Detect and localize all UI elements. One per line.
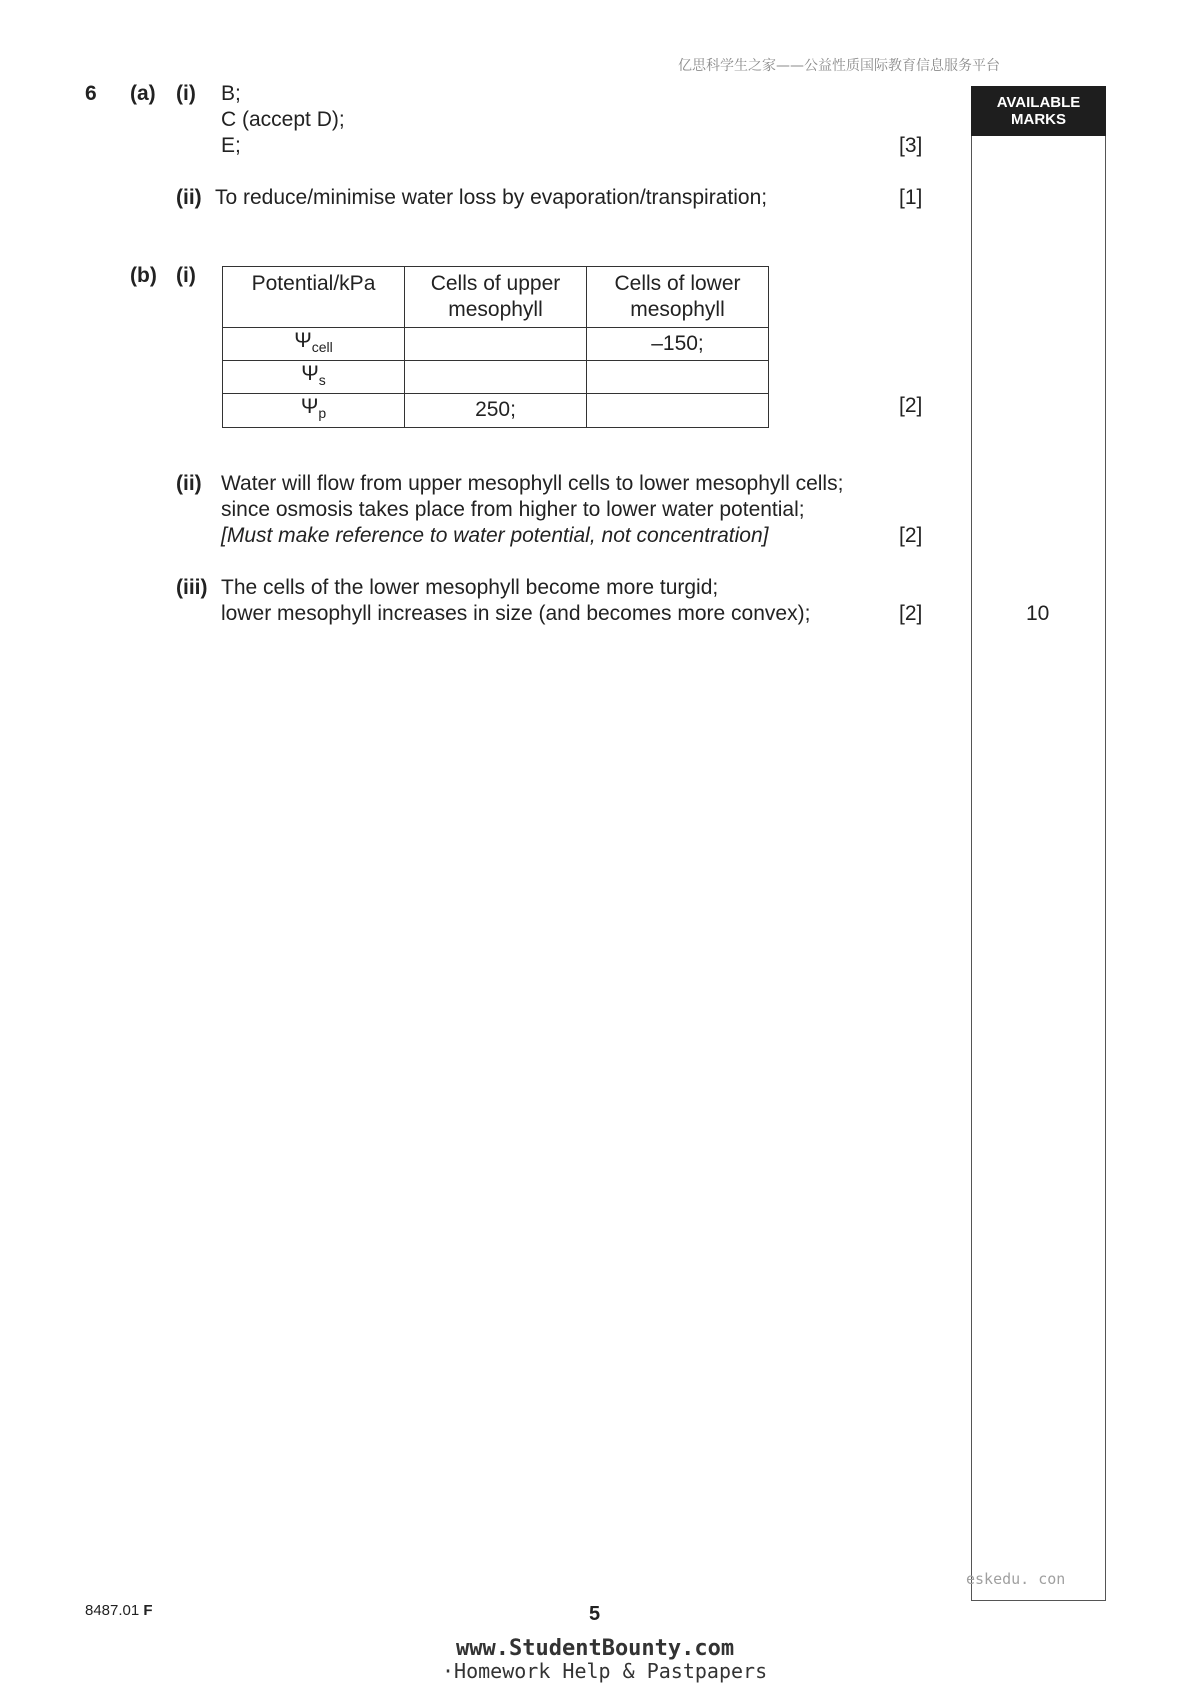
part-a-ii-label: (ii): [176, 186, 202, 209]
answer-line: lower mesophyll increases in size (and becomes more convex);: [221, 602, 811, 625]
psi-symbol: Ψ: [301, 362, 319, 386]
header-text: mesophyll: [630, 298, 725, 321]
header-note: 亿思科学生之家——公益性质国际教育信息服务平台: [678, 58, 1000, 74]
studentbounty-tagline: ·Homework Help & Pastpapers: [442, 1659, 768, 1683]
part-b-label: (b): [130, 264, 157, 287]
table-cell: [223, 394, 405, 427]
header-text: Cells of upper: [430, 272, 561, 295]
psi-symbol: Ψ: [300, 395, 319, 419]
table-header-cell: [223, 267, 405, 328]
header-text: Potential/kPa: [251, 272, 376, 295]
part-b-ii-label: (ii): [176, 472, 202, 495]
potential-table: [222, 266, 769, 428]
marks-column-header: [971, 86, 1106, 136]
paper-code-suffix: F: [143, 1602, 153, 1619]
marks-total: 10: [1026, 602, 1050, 625]
table-cell: [587, 394, 769, 427]
faint-watermark: eskedu. con: [966, 1570, 1066, 1588]
part-a-label: (a): [130, 82, 156, 105]
mark-allocation: [2]: [899, 602, 923, 625]
page-number: 5: [589, 1603, 601, 1625]
table-cell: [223, 328, 405, 361]
answer-line: since osmosis takes place from higher to lower water potential;: [221, 498, 805, 521]
answer-line: C (accept D);: [221, 108, 345, 131]
table-header-row: [223, 267, 769, 328]
table-header-cell: [405, 267, 587, 328]
mark-allocation: [1]: [899, 186, 923, 209]
question-number: 6: [85, 82, 97, 105]
table-row: [223, 328, 769, 361]
answer-line: B;: [221, 82, 241, 105]
table-cell: [405, 328, 587, 361]
paper-code: [85, 1602, 153, 1619]
table-header-cell: [587, 267, 769, 328]
answer-line: The cells of the lower mesophyll become more turgid;: [221, 576, 719, 599]
psi-subscript: s: [318, 372, 326, 389]
table-row: [223, 361, 769, 394]
table-cell: [587, 361, 769, 394]
part-b-i-label: (i): [176, 264, 196, 287]
marks-header-line1: AVAILABLE: [996, 94, 1081, 111]
marks-header-line2: MARKS: [1011, 111, 1066, 128]
answer-line: Water will flow from upper mesophyll cells to lower mesophyll cells;: [221, 472, 844, 495]
part-b-iii-label: (iii): [176, 576, 208, 599]
psi-subscript: p: [318, 405, 327, 422]
mark-allocation: [3]: [899, 134, 923, 157]
header-text: Cells of lower: [614, 272, 741, 295]
paper-code-number: 8487.01: [85, 1602, 140, 1619]
table-row: [223, 394, 769, 427]
marking-note: [Must make reference to water potential, not concentration]: [221, 524, 769, 547]
mark-allocation: [2]: [899, 394, 923, 417]
answer-line: E;: [221, 134, 241, 157]
psi-subscript: cell: [311, 339, 333, 356]
table-cell: [223, 361, 405, 394]
studentbounty-link[interactable]: www.StudentBounty.com: [456, 1636, 735, 1661]
table-cell: –150;: [587, 328, 769, 361]
header-text: mesophyll: [448, 298, 543, 321]
answer-line: To reduce/minimise water loss by evaporation/transpiration;: [215, 186, 768, 209]
part-a-i-label: (i): [176, 82, 196, 105]
table-cell: 250;: [405, 394, 587, 427]
mark-allocation: [2]: [899, 524, 923, 547]
psi-symbol: Ψ: [294, 329, 312, 352]
table-cell: [405, 361, 587, 394]
marks-column: [971, 86, 1106, 1601]
